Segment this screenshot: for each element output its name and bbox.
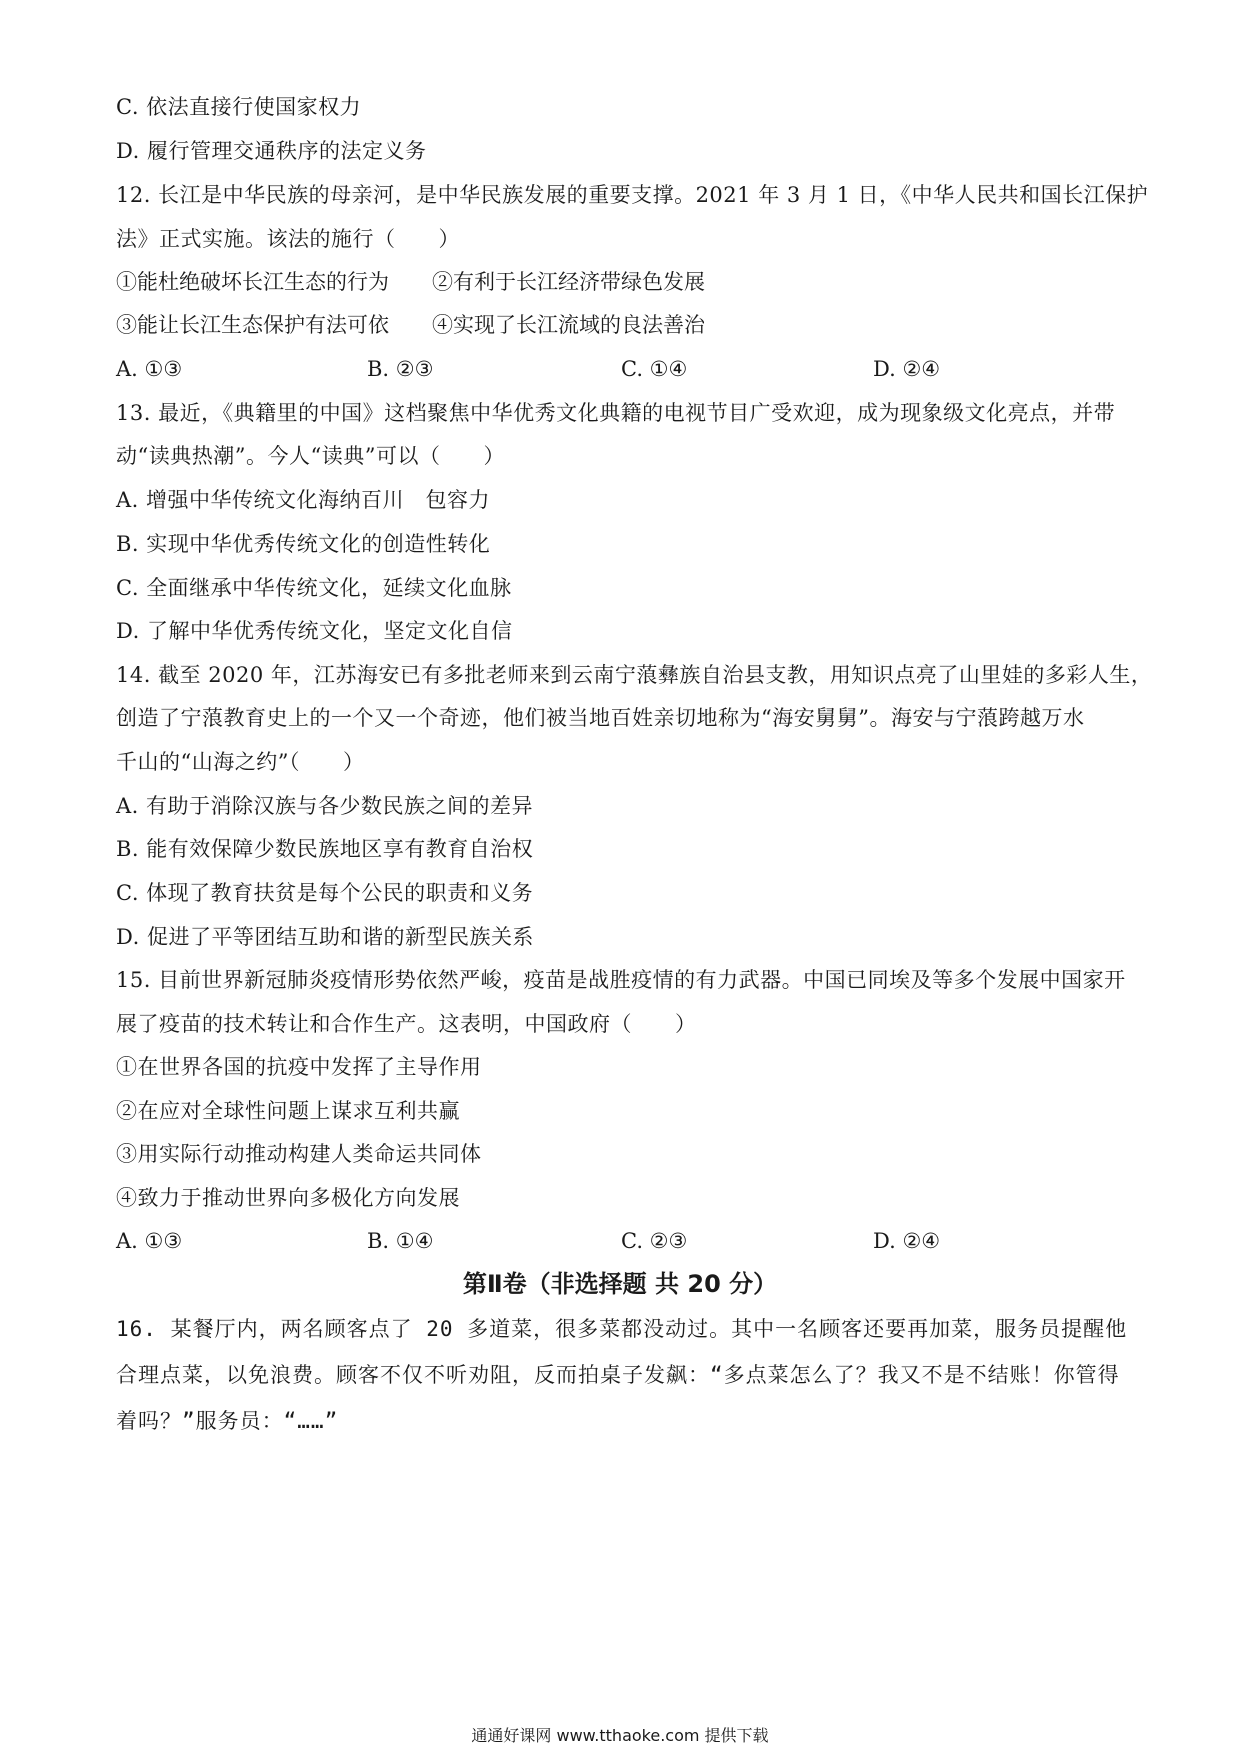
q15-item-1: ①在世界各国的抗疫中发挥了主导作用 [116, 1055, 482, 1079]
q15-choice-d: D. ②④ [873, 1229, 941, 1253]
q12-items-row2 [116, 310, 1126, 340]
q12-stem-line1: 12. 长江是中华民族的母亲河，是中华民族发展的重要支撑。2021 年 3 月 1 日，《中华人民共和国长江保护 [116, 183, 1149, 207]
q15-choice-a: A. ①③ [116, 1229, 183, 1253]
q14-option-c: C. 体现了教育扶贫是每个公民的职责和义务 [116, 881, 534, 905]
q12-stem-line2: 法》正式实施。该法的施行（ ） [116, 227, 460, 251]
q15-item-3: ③用实际行动推动构建人类命运共同体 [116, 1142, 482, 1166]
q16-line1: 16. 某餐厅内，两名顾客点了 20 多道菜，很多菜都没动过。其中一名顾客还要再加菜，服务员提醒他 [116, 1317, 1128, 1341]
q14-stem-line1: 14. 截至 2020 年，江苏海安已有多批老师来到云南宁蒗彝族自治县支教，用知识点亮了山里娃的多彩人生， [116, 663, 1153, 687]
q13-stem-line1: 13. 最近，《典籍里的中国》这档聚焦中华优秀文化典籍的电视节目广受欢迎，成为现象级文化亮点，并带 [116, 401, 1116, 425]
q12-item-1: ①能杜绝破坏长江生态的行为 [116, 270, 389, 294]
section-2-title: 第Ⅱ卷（非选择题 共 20 分） [462, 1270, 778, 1298]
page-footer: 通通好课网 www.tthaoke.com 提供下载 [471, 1726, 769, 1745]
q11-option-d: D. 履行管理交通秩序的法定义务 [116, 139, 427, 163]
q14-option-b: B. 能有效保障少数民族地区享有教育自治权 [116, 837, 534, 861]
q11-option-c: C. 依法直接行使国家权力 [116, 95, 362, 119]
q13-option-a: A. 增强中华传统文化海纳百川 包容力 [116, 488, 491, 512]
q14-option-d: D. 促进了平等团结互助和谐的新型民族关系 [116, 925, 534, 949]
q15-stem-line1: 15. 目前世界新冠肺炎疫情形势依然严峻，疫苗是战胜疫情的有力武器。中国已同埃及等多个发展中国家开 [116, 968, 1126, 992]
q12-choice-d: D. ②④ [873, 357, 941, 381]
q12-choice-c: C. ①④ [621, 357, 688, 381]
q15-choice-c: C. ②③ [621, 1229, 688, 1253]
q13-option-d: D. 了解中华优秀传统文化，坚定文化自信 [116, 619, 513, 643]
q13-stem-line2: 动“读典热潮”。今人“读典”可以（ ） [116, 444, 505, 468]
q15-stem-line2: 展了疫苗的技术转让和合作生产。这表明，中国政府（ ） [116, 1012, 697, 1036]
q13-option-b: B. 实现中华优秀传统文化的创造性转化 [116, 532, 491, 556]
q12-choices-row [116, 354, 1126, 384]
q12-items-row1 [116, 267, 1126, 297]
q15-choice-b: B. ①④ [367, 1229, 434, 1253]
q15-item-2: ②在应对全球性问题上谋求互利共赢 [116, 1099, 460, 1123]
q12-item-2: ②有利于长江经济带绿色发展 [432, 270, 705, 294]
q16-line2: 合理点菜，以免浪费。顾客不仅不听劝阻，反而拍桌子发飙：“多点菜怎么了？我又不是不结账！你管得 [116, 1363, 1120, 1387]
q13-option-c: C. 全面继承中华传统文化，延续文化血脉 [116, 576, 512, 600]
q12-choice-b: B. ②③ [367, 357, 434, 381]
q16-line3: 着吗？”服务员：“……” [116, 1409, 339, 1433]
q14-stem-line2: 创造了宁蒗教育史上的一个又一个奇迹，他们被当地百姓亲切地称为“海安舅舅”。海安与宁蒗跨越万水 [116, 706, 1085, 730]
q12-choice-a: A. ①③ [116, 357, 183, 381]
q15-choices-row [116, 1226, 1126, 1256]
q15-item-4: ④致力于推动世界向多极化方向发展 [116, 1186, 460, 1210]
q14-option-a: A. 有助于消除汉族与各少数民族之间的差异 [116, 794, 534, 818]
q12-item-4: ④实现了长江流域的良法善治 [432, 313, 705, 337]
q14-stem-line3: 千山的“山海之约”（ ） [116, 750, 365, 774]
q12-item-3: ③能让长江生态保护有法可依 [116, 313, 389, 337]
